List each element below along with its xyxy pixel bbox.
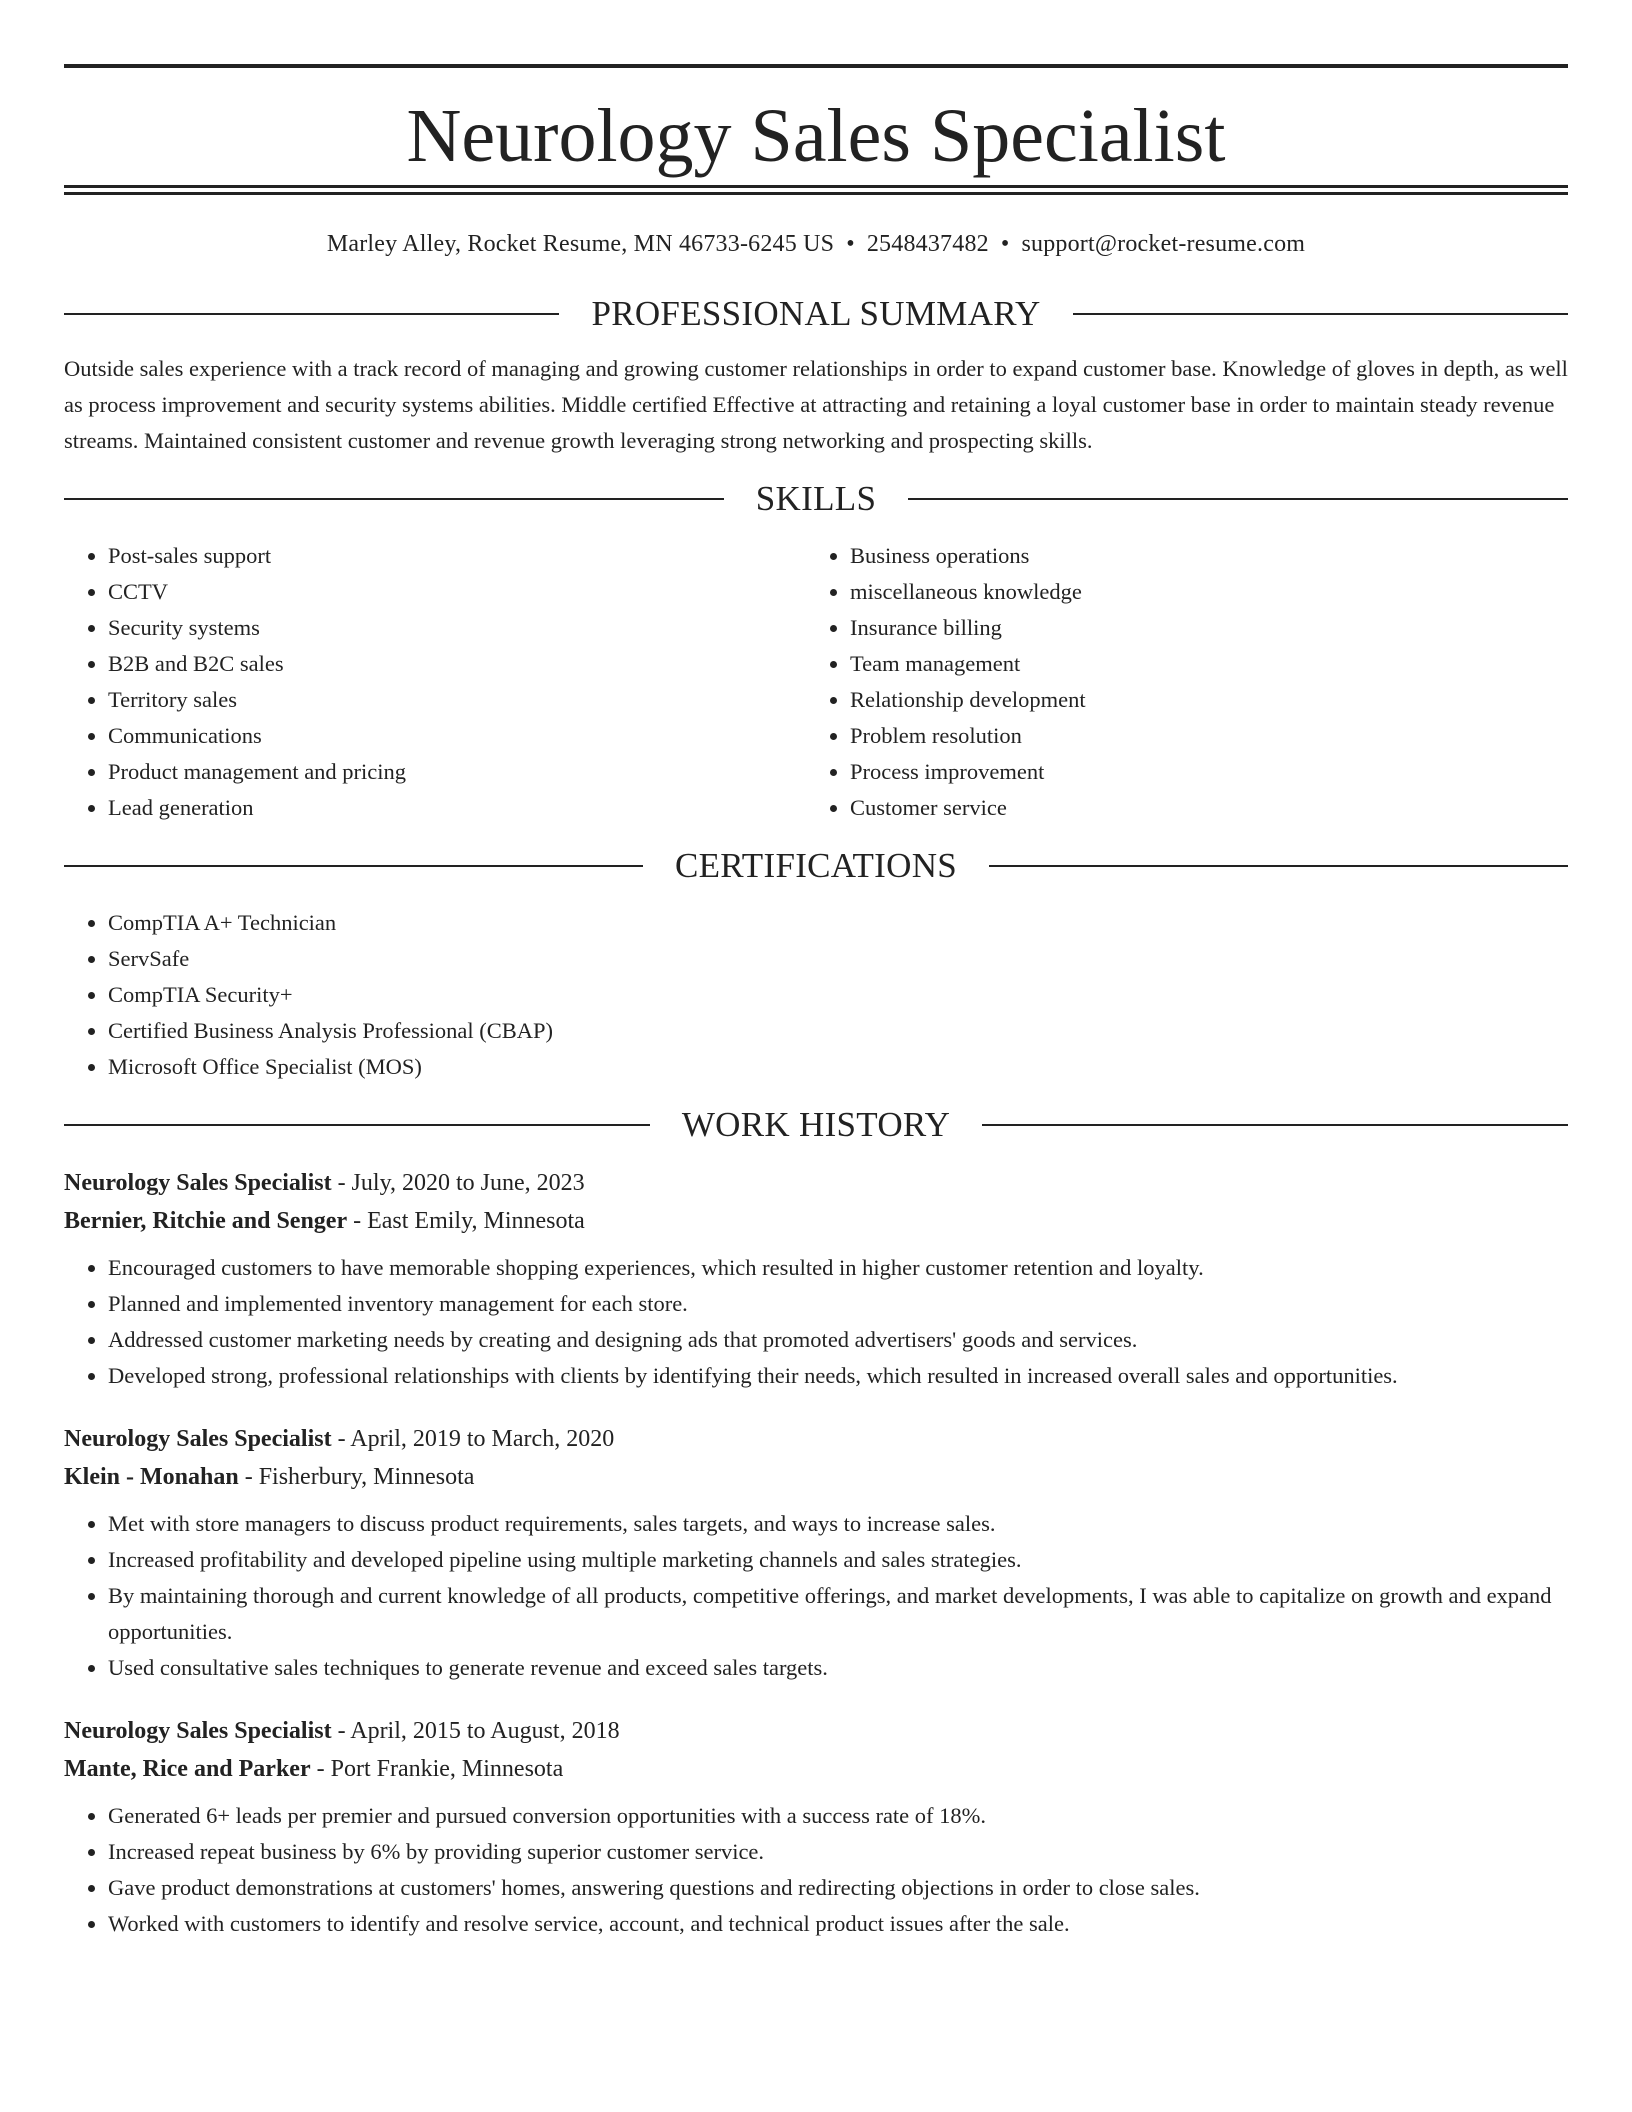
certifications-list	[64, 905, 1568, 1085]
skills-heading: SKILLS	[755, 479, 877, 518]
skill-item: • Insurance billing	[850, 610, 1548, 646]
job-entry	[64, 1164, 1568, 1394]
skill-item: • CCTV	[108, 574, 806, 610]
skill-item: • miscellaneous knowledge	[850, 574, 1548, 610]
heading-rule	[64, 1124, 650, 1126]
heading-rule	[1073, 313, 1568, 315]
job-bullet: • Developed strong, professional relationships with clients by identifying their needs, which resulted in increased overall sales and opportunities.	[108, 1358, 1568, 1394]
heading-rule	[908, 498, 1568, 500]
heading-rule	[982, 1124, 1568, 1126]
skills-list-right	[806, 538, 1548, 826]
heading-rule	[64, 313, 559, 315]
skill-item: • Customer service	[850, 790, 1548, 826]
job-location: - Fisherbury, Minnesota	[238, 1464, 475, 1490]
job-company: Bernier, Ritchie and Senger	[64, 1208, 348, 1234]
job-bullet: • By maintaining thorough and current knowledge of all products, competitive offerings, and market developments, I was able to capitalize on growth and expand opportunities.	[108, 1578, 1568, 1650]
job-bullet: • Encouraged customers to have memorable shopping experiences, which resulted in higher customer retention and loyalty.	[108, 1250, 1568, 1286]
skill-item: • B2B and B2C sales	[108, 646, 806, 682]
job-location: - East Emily, Minnesota	[347, 1208, 585, 1234]
job-bullet: • Worked with customers to identify and resolve service, account, and technical product issues after the sale.	[108, 1906, 1568, 1942]
job-dates: - July, 2020 to June, 2023	[331, 1170, 585, 1196]
section-heading-certifications	[64, 848, 1568, 883]
job-bullet: • Increased profitability and developed pipeline using multiple marketing channels and sales strategies.	[108, 1542, 1568, 1578]
heading-rule	[64, 865, 643, 867]
job-company-line	[64, 1458, 1568, 1496]
job-bullets	[64, 1798, 1568, 1942]
contact-line	[64, 231, 1568, 258]
skill-item: • Security systems	[108, 610, 806, 646]
skill-item: • Post-sales support	[108, 538, 806, 574]
skill-item: • Team management	[850, 646, 1548, 682]
job-bullets	[64, 1506, 1568, 1686]
contact-email: support@rocket-resume.com	[1021, 231, 1306, 257]
skill-item: • Problem resolution	[850, 718, 1548, 754]
job-title: Neurology Sales Specialist	[64, 1718, 332, 1744]
job-location: - Port Frankie, Minnesota	[310, 1756, 564, 1782]
work-heading: WORK HISTORY	[681, 1105, 951, 1144]
job-bullet: • Increased repeat business by 6% by providing superior customer service.	[108, 1834, 1568, 1870]
job-company: Mante, Rice and Parker	[64, 1756, 311, 1782]
section-heading-work	[64, 1107, 1568, 1142]
job-entry	[64, 1420, 1568, 1686]
skill-item: • Territory sales	[108, 682, 806, 718]
certification-item: • Certified Business Analysis Professional (CBAP)	[108, 1013, 1568, 1049]
job-company: Klein - Monahan	[64, 1464, 239, 1490]
skills-columns	[64, 538, 1568, 826]
job-company-line	[64, 1750, 1568, 1788]
skill-item: • Process improvement	[850, 754, 1548, 790]
job-title-line	[64, 1712, 1568, 1750]
section-heading-skills	[64, 481, 1568, 516]
job-bullet: • Generated 6+ leads per premier and pursued conversion opportunities with a success rate of 18%.	[108, 1798, 1568, 1834]
job-title: Neurology Sales Specialist	[64, 1170, 332, 1196]
heading-rule	[989, 865, 1568, 867]
job-entry	[64, 1712, 1568, 1942]
skill-item: • Communications	[108, 718, 806, 754]
job-title-line	[64, 1164, 1568, 1202]
job-dates: - April, 2015 to August, 2018	[331, 1718, 620, 1744]
contact-separator: •	[846, 231, 855, 257]
job-bullet: • Gave product demonstrations at customers' homes, answering questions and redirecting objections in order to close sales.	[108, 1870, 1568, 1906]
skill-item: • Business operations	[850, 538, 1548, 574]
work-history-list	[64, 1164, 1568, 1942]
job-bullets	[64, 1250, 1568, 1394]
certifications-heading: CERTIFICATIONS	[674, 846, 958, 885]
summary-heading: PROFESSIONAL SUMMARY	[591, 294, 1041, 333]
skill-item: • Product management and pricing	[108, 754, 806, 790]
contact-separator: •	[1000, 231, 1010, 257]
certification-item: • Microsoft Office Specialist (MOS)	[108, 1049, 1568, 1085]
skills-list-left	[64, 538, 806, 826]
title-double-rule	[64, 185, 1568, 195]
job-company-line	[64, 1202, 1568, 1240]
job-bullet: • Met with store managers to discuss product requirements, sales targets, and ways to increase sales.	[108, 1506, 1568, 1542]
job-title: Neurology Sales Specialist	[64, 1426, 332, 1452]
certification-item: • CompTIA A+ Technician	[108, 905, 1568, 941]
job-title-line	[64, 1420, 1568, 1458]
contact-phone: 2548437482	[866, 231, 989, 257]
skill-item: • Relationship development	[850, 682, 1548, 718]
job-dates: - April, 2019 to March, 2020	[331, 1426, 615, 1452]
job-bullet: • Addressed customer marketing needs by creating and designing ads that promoted advertisers' goods and services.	[108, 1322, 1568, 1358]
job-bullet: • Planned and implemented inventory management for each store.	[108, 1286, 1568, 1322]
certification-item: • CompTIA Security+	[108, 977, 1568, 1013]
skill-item: • Lead generation	[108, 790, 806, 826]
certification-item: • ServSafe	[108, 941, 1568, 977]
resume-title: Neurology Sales Specialist	[406, 94, 1226, 178]
heading-rule	[64, 498, 724, 500]
resume-page	[64, 64, 1568, 1942]
job-bullet: • Used consultative sales techniques to generate revenue and exceed sales targets.	[108, 1650, 1568, 1686]
contact-address: Marley Alley, Rocket Resume, MN 46733-6245 US	[326, 231, 835, 257]
summary-text: Outside sales experience with a track record of managing and growing customer relationships in order to expand customer base. Knowledge of gloves in depth, as well as process improvement and security systems abilities. Middle certified Effective at attracting and retaining a loyal customer base in order to maintain steady revenue streams. Maintained consistent customer and revenue growth leveraging strong networking and prospecting skills.	[64, 356, 1568, 453]
section-heading-summary	[64, 296, 1568, 331]
